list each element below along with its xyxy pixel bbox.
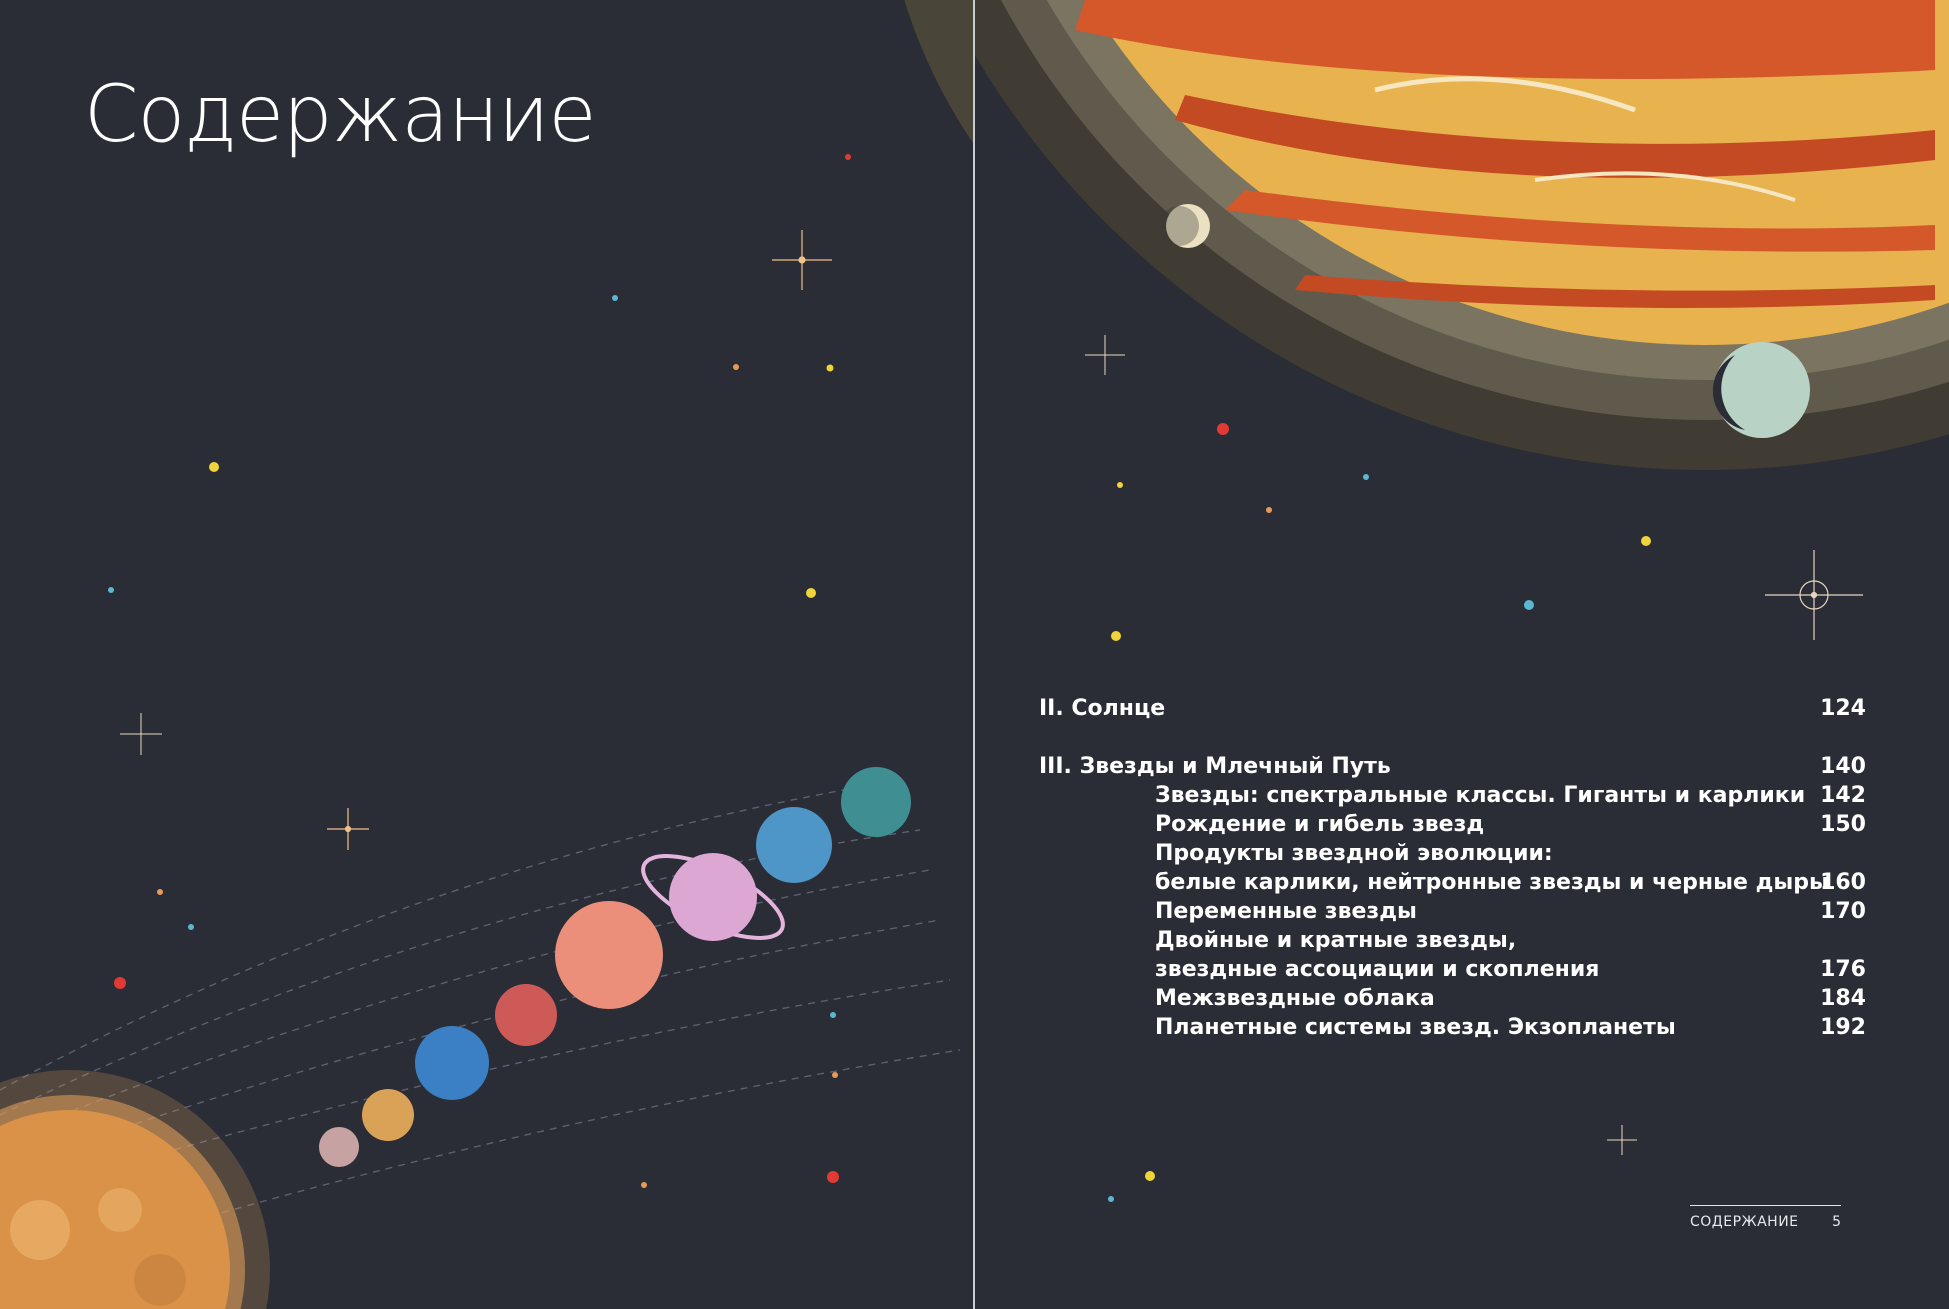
toc-row[interactable] [1155, 984, 1866, 1013]
page-title: Содержание [84, 70, 596, 160]
toc-page-number: 170 [1820, 899, 1866, 924]
table-of-contents-left [0, 0, 973, 1309]
right-page [975, 0, 1949, 1309]
toc-entry-label: Переменные звезды [1155, 899, 1417, 924]
toc-entry-label: звездные ассоциации и скопления [1155, 957, 1600, 982]
toc-entry-label: Двойные и кратные звезды, [1155, 928, 1517, 953]
toc-entry-label: Рождение и гибель звезд [1155, 812, 1485, 837]
left-page [0, 0, 973, 1309]
toc-entry-label: белые карлики, нейтронные звезды и черные дыры [1155, 870, 1829, 895]
footer-rule [1690, 1205, 1841, 1206]
toc-row[interactable] [1155, 1013, 1866, 1042]
toc-row[interactable] [1155, 839, 1866, 868]
footer-page-number: 5 [1832, 1214, 1841, 1230]
toc-row[interactable] [1155, 955, 1866, 984]
toc-page-number: 184 [1820, 986, 1866, 1011]
toc-page-number: 160 [1820, 870, 1866, 895]
footer-section-label: СОДЕРЖАНИЕ [1690, 1214, 1799, 1230]
toc-page-number: 176 [1820, 957, 1866, 982]
toc-row[interactable] [1155, 781, 1866, 810]
toc-entry-label: Продукты звездной эволюции: [1155, 841, 1553, 866]
toc-row[interactable] [1155, 810, 1866, 839]
toc-row[interactable] [1155, 897, 1866, 926]
toc-row[interactable] [1155, 868, 1866, 897]
toc-page-number: 192 [1820, 1015, 1866, 1040]
toc-page-number: 140 [1820, 754, 1866, 779]
toc-entry-label: Звезды: спектральные классы. Гиганты и карлики [1155, 783, 1806, 808]
toc-page-number: 142 [1820, 783, 1866, 808]
table-of-contents-right [975, 0, 1949, 1309]
toc-entry-label: Межзвездные облака [1155, 986, 1435, 1011]
toc-page-number: 124 [1820, 696, 1866, 721]
toc-row[interactable] [1155, 926, 1866, 955]
toc-page-number: 150 [1820, 812, 1866, 837]
toc-entry-label: Планетные системы звезд. Экзопланеты [1155, 1015, 1676, 1040]
toc-entry-label: III. Звезды и Млечный Путь [1039, 754, 1391, 779]
toc-row[interactable] [1039, 694, 1866, 723]
toc-entry-label: II. Солнце [1039, 696, 1166, 721]
toc-row[interactable] [1039, 752, 1866, 781]
